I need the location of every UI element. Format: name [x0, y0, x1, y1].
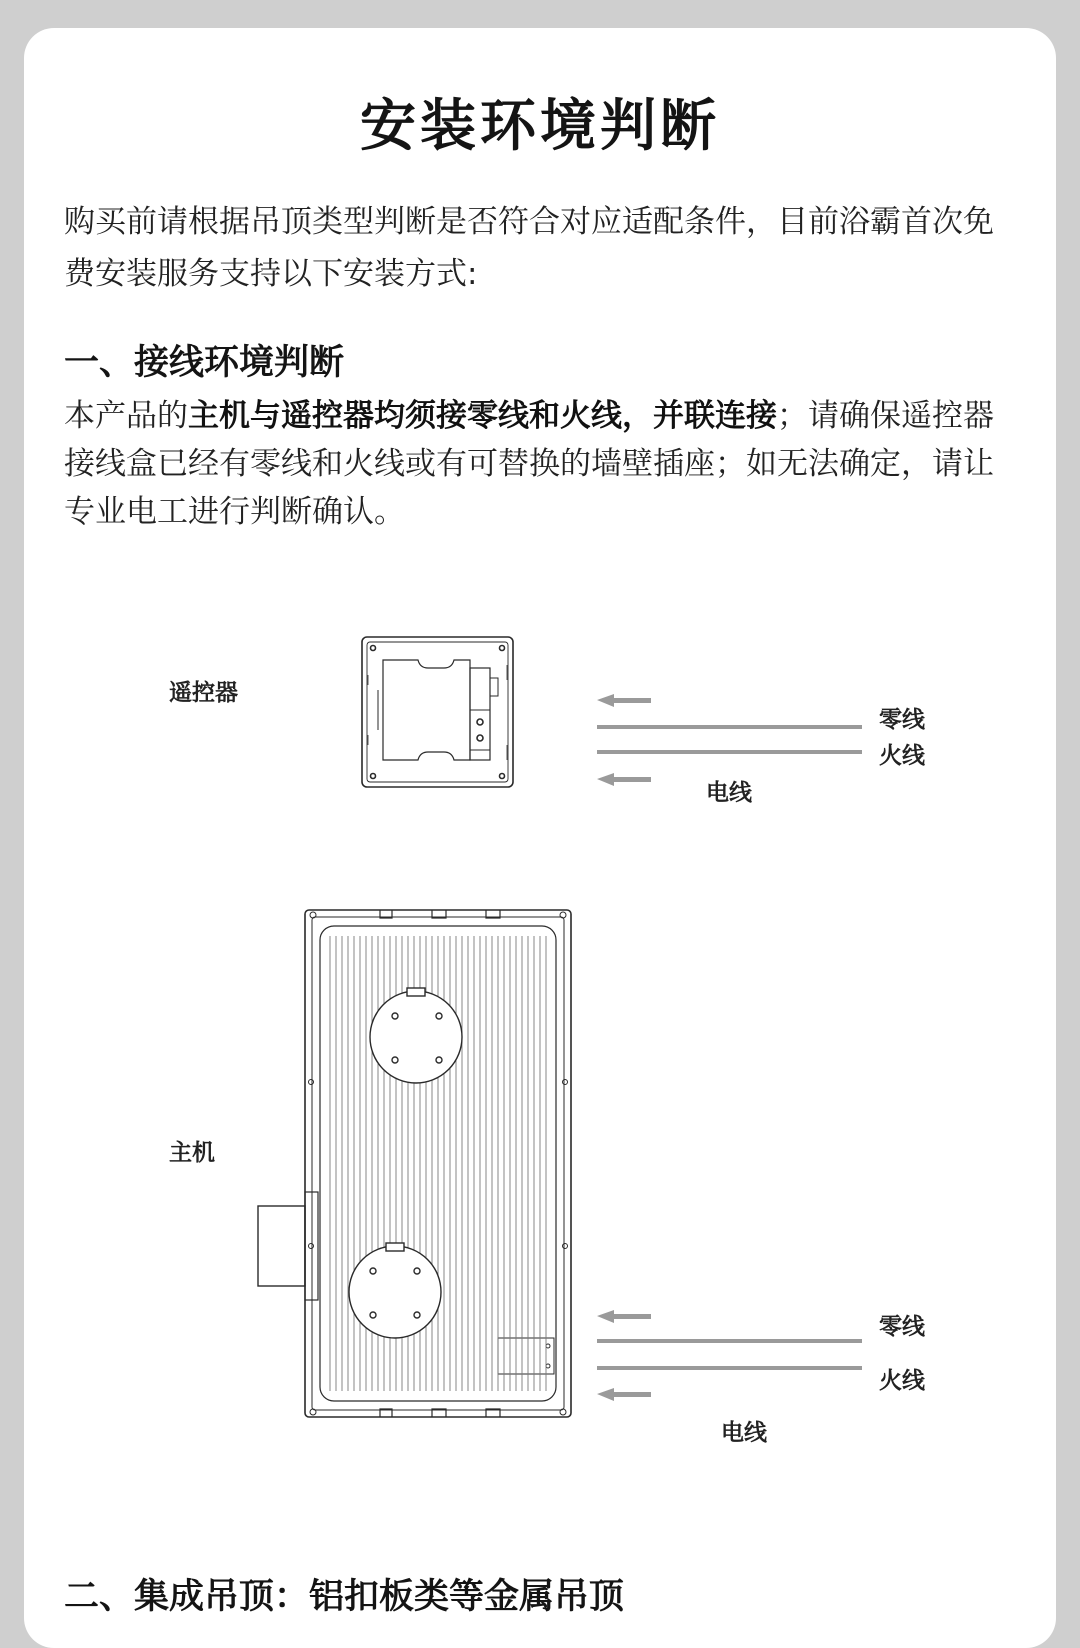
page-title: 安装环境判断 — [360, 94, 720, 159]
body-text-start: 本产品的 — [64, 398, 188, 434]
wire-label-top: 电线 — [706, 780, 752, 806]
neutral-wire-label-top: 零线 — [879, 707, 925, 733]
body-text-end: ；请确保遥控器接线盒已经有零线和火线或有可替换的墙壁插座；如无法确定，请让专业电工进行判断确认。 — [64, 398, 994, 530]
section-heading-ceiling: 二、集成吊顶：铝扣板类等金属吊顶 — [64, 1577, 625, 1617]
section-heading-wiring: 一、接线环境判断 — [64, 343, 345, 383]
body-text-bold: 主机与遥控器均须接零线和火线，并联连接 — [188, 398, 777, 434]
host-label: 主机 — [169, 1140, 215, 1166]
section-body-wiring — [64, 392, 1024, 536]
live-wire-label-bottom: 火线 — [879, 1368, 925, 1394]
wire-label-bottom: 电线 — [721, 1420, 767, 1446]
live-wire-label-top: 火线 — [879, 743, 925, 769]
remote-label: 遥控器 — [169, 680, 238, 706]
neutral-wire-label-bottom: 零线 — [879, 1314, 925, 1340]
intro-paragraph: 购买前请根据吊顶类型判断是否符合对应适配条件，目前浴霸首次免费安装服务支持以下安装方式: — [64, 204, 994, 292]
